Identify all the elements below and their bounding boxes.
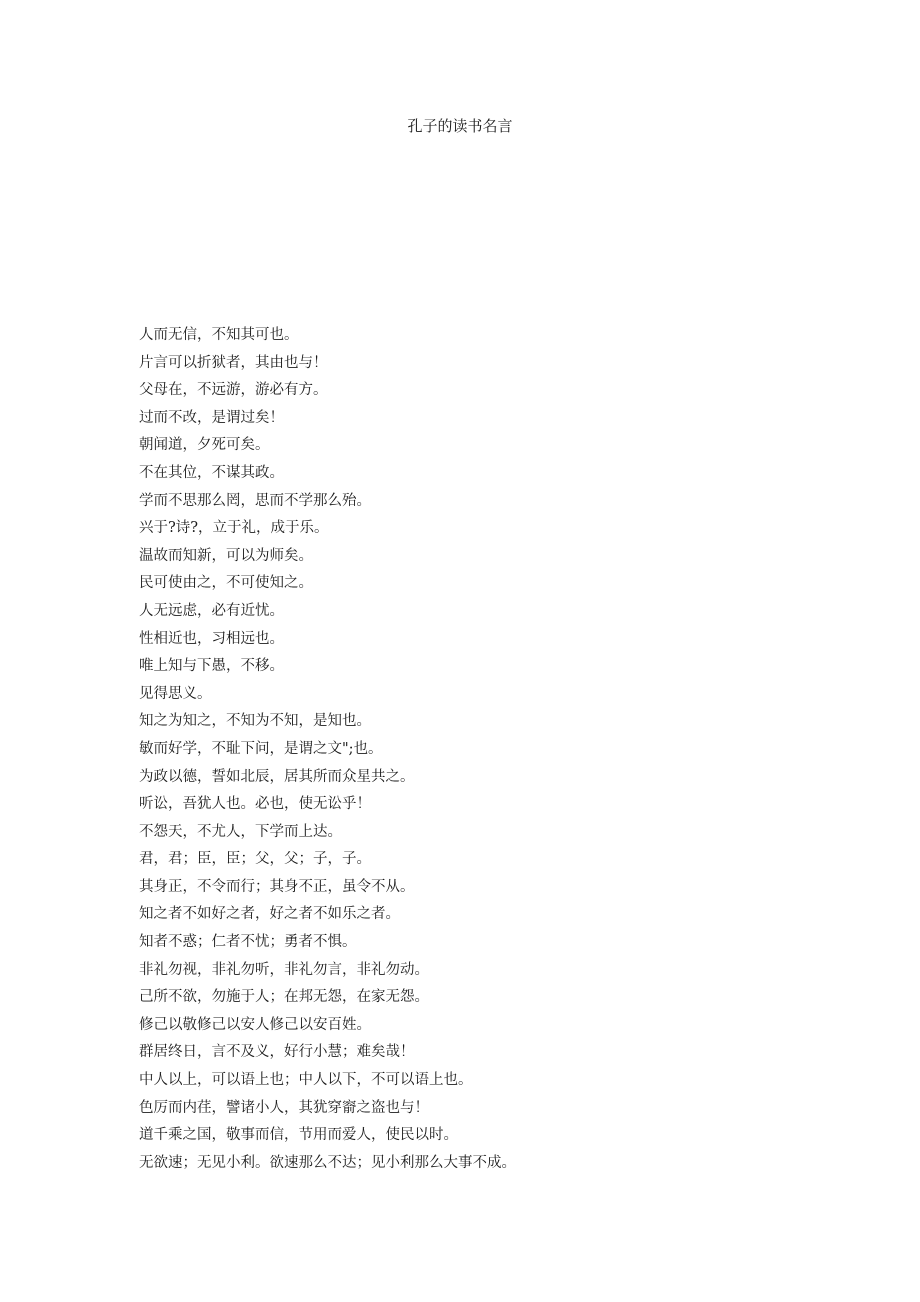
- quote-line: 人而无信，不知其可也。: [139, 327, 299, 343]
- quote-line: 见得思义。: [139, 685, 212, 702]
- quote-line: 朝闻道，夕死可矣。: [139, 437, 270, 454]
- quote-line: 人无远虑，必有近忧。: [139, 602, 284, 619]
- quote-line: 兴于?诗?，立于礼，成于乐。: [139, 520, 329, 537]
- quote-line: 知之者不如好之者，好之者不如乐之者。: [139, 906, 400, 923]
- quote-list: [139, 322, 516, 1177]
- quote-line: 为政以德，誓如北辰，居其所而众星共之。: [139, 768, 415, 785]
- quote-line: 性相近也，习相远也。: [139, 630, 284, 647]
- quote-line: 听讼，吾犹人也。必也，使无讼乎！: [139, 796, 371, 813]
- quote-line: 片言可以折狱者，其由也与！: [139, 354, 328, 371]
- quote-line: 不怨天，不尤人，下学而上达。: [139, 823, 342, 840]
- quote-line: 群居终日，言不及义，好行小慧；难矣哉！: [139, 1044, 415, 1061]
- quote-line: 知之为知之，不知为不知，是知也。: [139, 713, 371, 730]
- quote-line: 其身正，不令而行；其身不正，虽令不从。: [139, 878, 415, 895]
- quote-line: 修己以敬修己以安人修己以安百姓。: [139, 1016, 371, 1033]
- quote-line: 知者不惑；仁者不忧；勇者不惧。: [139, 934, 357, 951]
- quote-line: 民可使由之，不可使知之。: [139, 575, 313, 592]
- quote-line: 色厉而内荏，譬诸小人，其犹穿窬之盗也与！: [139, 1099, 429, 1116]
- quote-line: 君，君；臣，臣；父，父；子，子。: [139, 851, 371, 868]
- quote-line: 非礼勿视，非礼勿听，非礼勿言，非礼勿动。: [139, 961, 429, 978]
- quote-line: 学而不思那么罔，思而不学那么殆。: [139, 492, 371, 509]
- quote-line: 道千乘之国，敬事而信，节用而爱人，使民以时。: [139, 1127, 458, 1144]
- page-title: 孔子的读书名言: [407, 117, 513, 135]
- quote-line: 父母在，不远游，游必有方。: [139, 382, 328, 399]
- quote-line: 敏而好学，不耻下问，是谓之文";也。: [139, 740, 383, 757]
- quote-line: 唯上知与下愚，不移。: [139, 658, 284, 675]
- quote-line: 温故而知新，可以为师矣。: [139, 547, 313, 564]
- quote-line: 中人以上，可以语上也；中人以下，不可以语上也。: [139, 1072, 473, 1089]
- quote-line: 过而不改，是谓过矣！: [139, 409, 284, 426]
- quote-line: 不在其位，不谋其政。: [139, 464, 284, 481]
- quote-line: 己所不欲，勿施于人；在邦无怨，在家无怨。: [139, 989, 429, 1006]
- quote-line: 无欲速；无见小利。欲速那么不达；见小利那么大事不成。: [139, 1154, 516, 1171]
